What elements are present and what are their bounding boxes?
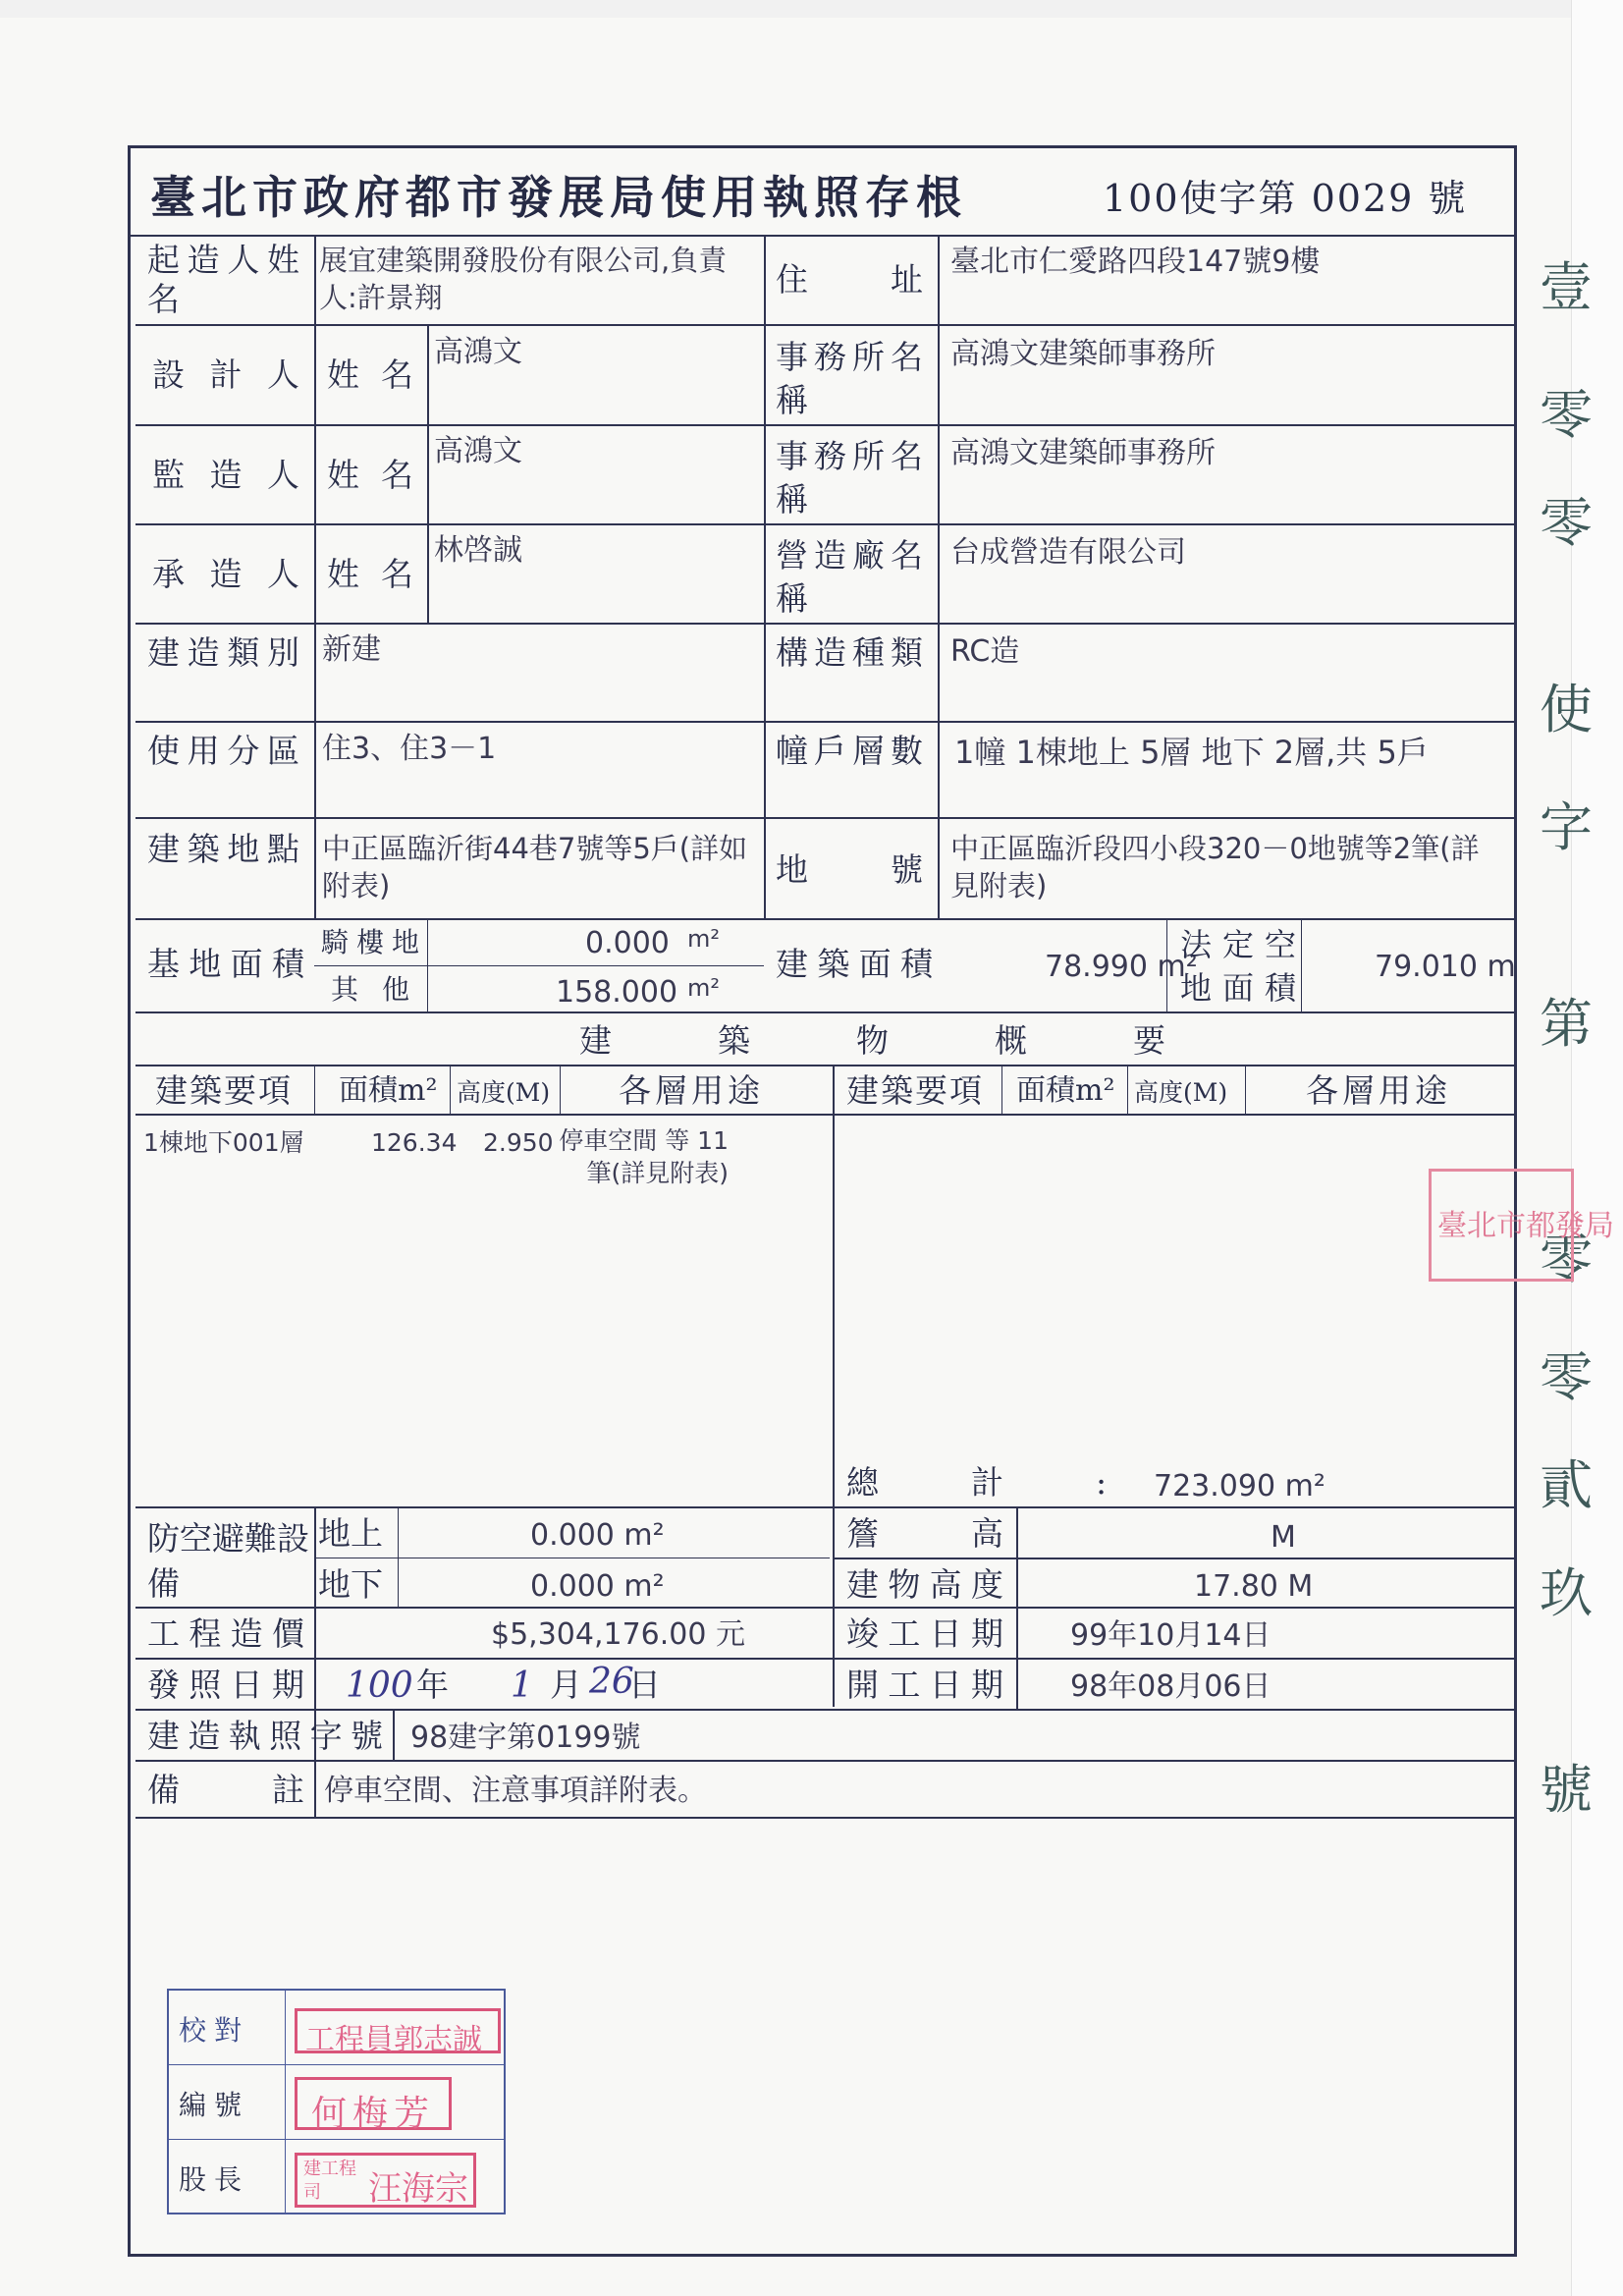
supervisor-label: 監造人 <box>152 456 299 494</box>
start-date-label: 開工日期 <box>846 1666 1003 1704</box>
cost-label: 工程造價 <box>147 1614 304 1653</box>
issue-year-unit: 年 <box>416 1666 449 1704</box>
issue-month: 1 <box>511 1666 533 1706</box>
chief-stamp <box>295 2153 476 2208</box>
margin-char: 使 <box>1540 679 1593 740</box>
remark-value: 停車空間、注意事項詳附表。 <box>324 1774 707 1808</box>
grid-line <box>135 817 1514 819</box>
build-type-value: 新建 <box>322 632 381 667</box>
contractor-label: 承造人 <box>152 555 299 593</box>
address-value: 臺北市仁愛路四段147號9樓 <box>950 245 1321 279</box>
margin-char: 字 <box>1540 796 1593 858</box>
contractor-name: 林啓誠 <box>434 533 522 568</box>
grid-line <box>1245 1065 1246 1114</box>
chief-stamp-name: 汪海宗 <box>368 2169 468 2209</box>
grid-line <box>135 1817 1514 1819</box>
build-area-label: 建築面積 <box>776 945 933 983</box>
contractor-office: 台成營造有限公司 <box>950 535 1186 570</box>
grid-line <box>1301 918 1302 1012</box>
grid-line <box>427 918 428 1012</box>
grid-line <box>427 326 429 623</box>
issue-day: 26 <box>589 1662 634 1702</box>
shelter-label: 防空避難設備 <box>147 1519 309 1603</box>
margin-char: 零 <box>1540 492 1593 554</box>
supervisor-office: 高鴻文建築師事務所 <box>950 436 1216 470</box>
eaves-value: M <box>1271 1520 1296 1555</box>
open-space-value: 79.010 m <box>1375 950 1516 984</box>
entry-height: 2.950 <box>483 1128 554 1157</box>
arcade-value: 0.000 <box>585 926 670 960</box>
grid-line <box>167 2064 506 2065</box>
title-row <box>131 148 1514 237</box>
summary-col-item-right: 建築要項 <box>846 1071 984 1110</box>
number-stamp <box>295 2077 452 2134</box>
grid-line <box>135 1011 1514 1013</box>
chief-label: 股長 <box>179 2163 250 2196</box>
grid-line <box>1127 1065 1128 1114</box>
grid-line <box>314 1065 315 1114</box>
arcade-unit: m² <box>687 925 720 953</box>
supervisor-office-label: 事務所名稱 <box>776 437 923 519</box>
grid-line <box>135 918 1514 920</box>
license-number: 100使字第 0029 號 <box>1103 177 1468 220</box>
entry-area: 126.34 <box>371 1128 458 1157</box>
number-label: 編號 <box>179 2089 250 2121</box>
page-title: 臺北市政府都市發展局使用執照存根 <box>150 171 967 224</box>
building-height-label: 建物高度 <box>846 1565 1003 1604</box>
grid-line <box>764 236 766 919</box>
margin-char: 貳 <box>1540 1454 1593 1516</box>
paper-top-edge <box>0 0 1623 18</box>
complete-date-label: 竣工日期 <box>846 1614 1003 1653</box>
margin-char: 零 <box>1540 1229 1593 1290</box>
entry-item: 1棟地下001層 <box>143 1128 304 1157</box>
remark-label: 備註 <box>147 1771 304 1809</box>
margin-char: 零 <box>1540 384 1593 446</box>
grid-line <box>135 623 1514 625</box>
total-label: 總計: <box>846 1463 1200 1502</box>
check-label: 校對 <box>179 2014 250 2047</box>
floors-value: 1幢 1棟地上 5層 地下 2層,共 5戶 <box>954 734 1429 771</box>
zone-value: 住3、住3－1 <box>322 732 497 766</box>
grid-line <box>135 1709 1514 1711</box>
check-stamp <box>295 2008 501 2057</box>
open-space-label: 法定空地面積 <box>1180 926 1296 1007</box>
designer-office: 高鴻文建築師事務所 <box>950 337 1216 371</box>
grid-line <box>314 1506 316 1817</box>
summary-col-height: 高度(M) <box>457 1078 551 1107</box>
permit-value: 98建字第0199號 <box>410 1721 641 1755</box>
margin-char: 號 <box>1540 1759 1593 1821</box>
designer-office-label: 事務所名稱 <box>776 338 923 419</box>
supervisor-name-label: 姓名 <box>327 456 413 494</box>
lot-value: 中正區臨沂段四小段320－0地號等2筆(詳見附表) <box>950 832 1480 902</box>
start-date-value: 98年08月06日 <box>1070 1669 1271 1704</box>
grid-line <box>135 523 1514 525</box>
cost-value: $5,304,176.00 元 <box>491 1617 746 1652</box>
shelter-below-value: 0.000 m² <box>530 1569 665 1604</box>
grid-line <box>285 1989 286 2214</box>
grid-line <box>167 2139 506 2140</box>
lot-label: 地號 <box>776 850 923 889</box>
margin-char: 玖 <box>1540 1562 1593 1624</box>
grid-line <box>560 1065 561 1114</box>
grid-line <box>938 236 940 919</box>
grid-line <box>135 1506 1514 1508</box>
complete-date-value: 99年10月14日 <box>1070 1618 1271 1653</box>
grid-line <box>393 1709 395 1760</box>
number-stamp-text: 何梅芳 <box>311 2094 436 2134</box>
seal-text: 臺北市都發局 <box>1437 1209 1614 1243</box>
summary-heading: 建築物概要 <box>579 1021 1271 1060</box>
grid-line <box>450 1065 451 1114</box>
site-label: 建築地點 <box>147 830 299 868</box>
designer-label: 設計人 <box>152 355 299 394</box>
paper-right-edge <box>1571 0 1623 2296</box>
other-value: 158.000 <box>556 975 678 1010</box>
issue-day-unit: 日 <box>628 1666 661 1704</box>
structure-value: RC造 <box>950 634 1020 669</box>
build-type-label: 建造類別 <box>147 633 299 672</box>
entry-use: 停車空間 等 11筆(詳見附表) <box>559 1126 729 1187</box>
grid-line <box>1001 1065 1002 1114</box>
building-height-value: 17.80 M <box>1194 1569 1314 1604</box>
margin-char: 第 <box>1540 993 1593 1055</box>
issue-date-label: 發照日期 <box>147 1666 304 1704</box>
site-value: 中正區臨沂街44巷7號等5戶(詳如附表) <box>322 832 748 902</box>
grid-line <box>135 1114 1514 1116</box>
summary-col-area-right: 面積m² <box>1016 1073 1115 1108</box>
grid-line <box>135 1065 1514 1066</box>
designer-name: 高鴻文 <box>434 335 522 369</box>
permit-label: 建造執照字號 <box>147 1717 383 1755</box>
floors-label: 幢戶層數 <box>776 732 923 770</box>
grid-line <box>135 1658 1514 1660</box>
builder-value: 展宜建築開發股份有限公司,負責人:許景翔 <box>319 244 728 314</box>
eaves-label: 簷高 <box>846 1514 1003 1553</box>
summary-col-item: 建築要項 <box>155 1071 293 1110</box>
official-seal <box>1429 1169 1614 1282</box>
other-label: 其他 <box>331 973 409 1006</box>
issue-year: 100 <box>346 1666 413 1706</box>
summary-col-area: 面積m² <box>339 1073 438 1108</box>
issue-month-unit: 月 <box>550 1666 582 1704</box>
summary-col-use: 各層用途 <box>619 1071 764 1110</box>
zone-label: 使用分區 <box>147 732 299 770</box>
build-area-value: 78.990 m² <box>1045 950 1198 984</box>
grid-line <box>135 1760 1514 1762</box>
shelter-above-value: 0.000 m² <box>530 1518 665 1553</box>
grid-line <box>398 1506 399 1607</box>
margin-char: 壹 <box>1540 256 1593 318</box>
chief-stamp-title: 建工程司 <box>303 2159 356 2203</box>
grid-line <box>314 236 316 919</box>
grid-line <box>135 424 1514 426</box>
structure-label: 構造種類 <box>776 633 923 672</box>
contractor-office-label: 營造廠名稱 <box>776 536 923 618</box>
grid-line <box>135 324 1514 326</box>
builder-label: 起造人姓名 <box>147 241 299 318</box>
grid-line <box>1016 1506 1018 1709</box>
grid-line <box>314 965 764 966</box>
grid-line <box>833 1065 835 1707</box>
grid-line <box>135 721 1514 723</box>
shelter-above-label: 地上 <box>318 1514 383 1553</box>
designer-name-label: 姓名 <box>327 355 413 394</box>
grid-line <box>835 1558 1514 1559</box>
arcade-label: 騎樓地 <box>321 926 419 958</box>
check-stamp-text: 工程員郭志誠 <box>305 2023 482 2057</box>
total-value: 723.090 m² <box>1154 1469 1325 1503</box>
summary-col-use-right: 各層用途 <box>1306 1071 1451 1110</box>
margin-char: 零 <box>1540 1346 1593 1408</box>
contractor-name-label: 姓名 <box>327 555 413 593</box>
shelter-below-label: 地下 <box>318 1565 383 1604</box>
grid-line <box>135 1607 1514 1609</box>
supervisor-name: 高鴻文 <box>434 434 522 468</box>
summary-col-height-right: 高度(M) <box>1134 1078 1228 1107</box>
other-unit: m² <box>687 974 720 1002</box>
site-area-label: 基地面積 <box>147 945 304 983</box>
address-label: 住址 <box>776 260 923 299</box>
